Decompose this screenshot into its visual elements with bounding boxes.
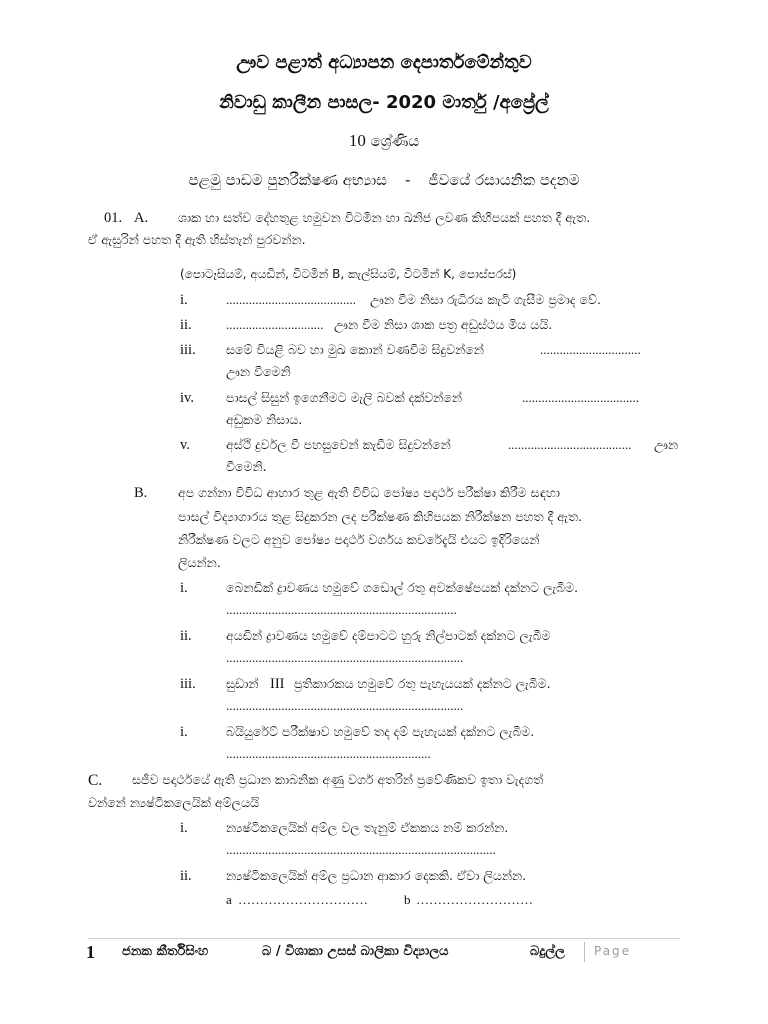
item-roman: ii. (180, 628, 192, 644)
answer-blank: ......................................................................... (226, 698, 464, 713)
item-text: ඌන වීම නිසා ශාක පත්‍ර අඩුස්ථය මිය යයි. (334, 317, 553, 332)
item-text-prefix: සුඩාන් (226, 676, 259, 691)
page-number: 1 (86, 942, 95, 962)
answer-a-blank: ………………………… (238, 892, 368, 907)
footer-town: බදුල්ල (530, 944, 565, 959)
item-text: අයඩින් ද්‍රාවණය හමුවේ දම්පාටට හුරු නිල්පාටක් දක්නට ලැබීම (226, 628, 551, 643)
item-continuation: ඌන වීමෙනි (226, 364, 291, 379)
part-b-intro-line4: ලියන්න. (178, 555, 221, 570)
footer-separator (584, 942, 585, 962)
item-text: ප්‍රතිකාරකය හමුවේ රතු පැහැයයක් දක්නට ලැබීම. (294, 676, 551, 691)
grade-number: 10 (348, 131, 366, 150)
item-text: ඌන වීම නිසා රුධිරය කැටි ගැසීම ප්‍රමාද වේ. (370, 292, 601, 307)
item-roman: ii. (180, 317, 192, 333)
answer-blank: ......................................................................... (226, 650, 464, 665)
part-a-intro-line2: ඒ ඇසුරින් පහත දී ඇති හිස්තැන් පුරවන්න. (88, 232, 306, 247)
item-roman: ii. (180, 868, 192, 884)
subtitle-separator: - (404, 171, 411, 189)
part-b-intro-line1: අප ගන්නා විවිධ ආහාර තුළ ඇති විවිධ පෝෂ්‍ය පදාර්ථ පරීක්ෂා කිරීම සඳහා (178, 485, 560, 500)
answer-b-label: b (404, 892, 411, 907)
item-text: සමේ වියළි බව හා මුඛ කොන් වණවීම සිදුවන්නේ (226, 342, 484, 357)
part-c-label: C. (88, 772, 103, 789)
item-text: බෙනඩික් ද්‍රාවණය හමුවේ ගඩොල් රතු අවක්ෂේපයක් දක්නට ලැබීම. (226, 580, 579, 595)
grade-word: ශ්‍රේණිය (370, 132, 420, 150)
item-tail: ඌන (654, 437, 679, 452)
part-c-intro-line1: සජීව පදාර්ථයේ ඇති ප්‍රධාන කාබනික අණු වර්ග අතරින් ප්‍රවේණිකව ඉතා වැදගත් (132, 772, 544, 787)
item-continuation: වීමෙනි. (226, 459, 267, 474)
item-roman: i. (180, 580, 188, 596)
footer-school: බ / විශාකා උසස් බාලිකා විද්‍යාලය (262, 944, 449, 959)
part-b-intro-line2: පාසල් විද්‍යාගාරය තුළ සිදුකරන ලද පරීක්ෂණ කිහිපයක නිරීක්ෂන පහත දී ඇත. (178, 509, 583, 524)
answer-blank: ...................................... (508, 437, 632, 452)
answer-b-blank: ……………………… (416, 892, 533, 907)
roman-numeral: III (270, 676, 285, 692)
item-roman: i. (180, 820, 188, 836)
footer-page-word: Page (594, 944, 632, 958)
subtitle-right: ජීවයේ රසායනික පදනම (428, 171, 580, 189)
answer-blank: .................................... (522, 390, 639, 405)
answer-blank: ................................................................................... (226, 842, 496, 857)
answer-blank: ............................................................... (226, 746, 431, 761)
part-b-label: B. (134, 485, 148, 501)
item-continuation: අඩුකම නිසාය. (226, 412, 303, 427)
question-number: 01. (104, 210, 123, 226)
lesson-subtitle (0, 171, 768, 189)
item-text: අස්ථි දුර්වල වී පහසුවෙන් කැඩීම සිදුවන්නේ (226, 437, 451, 452)
answer-blank: .............................. (226, 317, 324, 332)
item-text: න්‍යෂ්ටිකලෙයික් අම්ල ප්‍රධාන ආකාර දෙකකි. ඒවා ලියන්න. (226, 868, 527, 883)
grade-heading (0, 131, 768, 151)
item-roman: iii. (180, 342, 196, 358)
item-roman: i. (180, 292, 188, 308)
answer-blank: ........................................ (226, 292, 356, 307)
part-b-intro-line3: නිරීක්ෂණ වලට අනුව පෝෂ්‍ය පදාර්ථ වර්ගය කවරේදැයි එයට ඉදිරියෙන් (178, 532, 540, 547)
part-a-intro-line1: ශාක හා සත්ව දේහතුළ හමුවන විටමින හා ඛනිජ ලවණ කිහිපයක් පහත දී ඇත. (178, 210, 591, 225)
item-roman: iii. (180, 676, 196, 692)
item-roman: iv. (180, 390, 194, 406)
item-roman: v. (180, 437, 190, 453)
answer-blank: ....................................................................... (226, 602, 457, 617)
program-title: නිවාඩු කාලීන පාසල- 2020 මාර්තු /අප්‍රේල් (219, 92, 549, 113)
item-roman: i. (180, 724, 188, 740)
answer-a-label: a (226, 892, 232, 907)
item-text: න්‍යෂ්ටිකලෙයික් අම්ල වල තැනුම් ඒකකය නම් කරන්න. (226, 820, 509, 835)
department-title: ඌව පළාත් අධ්‍යාපන දෙපාර්තමේන්තුව (236, 52, 532, 73)
answer-blank: ............................... (540, 342, 641, 357)
item-text: පාසල් සිසුන් ඉගෙනීමට මැලි බවක් දක්වන්නේ (226, 390, 463, 405)
footer-author: ජනක කීර්තිසිංහ (122, 944, 209, 959)
subtitle-left: පළමු පාඩම පුනරීක්ෂණ අභ්‍යාස (188, 171, 387, 189)
footer-divider (88, 938, 680, 939)
part-c-intro-line2: වන්නේ න්‍යෂ්ටිකලෙයික් අම්ලයයි (88, 795, 260, 810)
part-a-label: A. (134, 210, 149, 226)
item-text: බයියුරේට් පරීක්ෂාව හමුවේ තද දම් පැහැයක් දක්නට ලැබීම. (226, 724, 535, 739)
options-list: (පොටෑසියම්, අයඩින්, විටමින් B, කැල්සියම්, විටමින් K, පොස්පරස්) (180, 267, 517, 281)
